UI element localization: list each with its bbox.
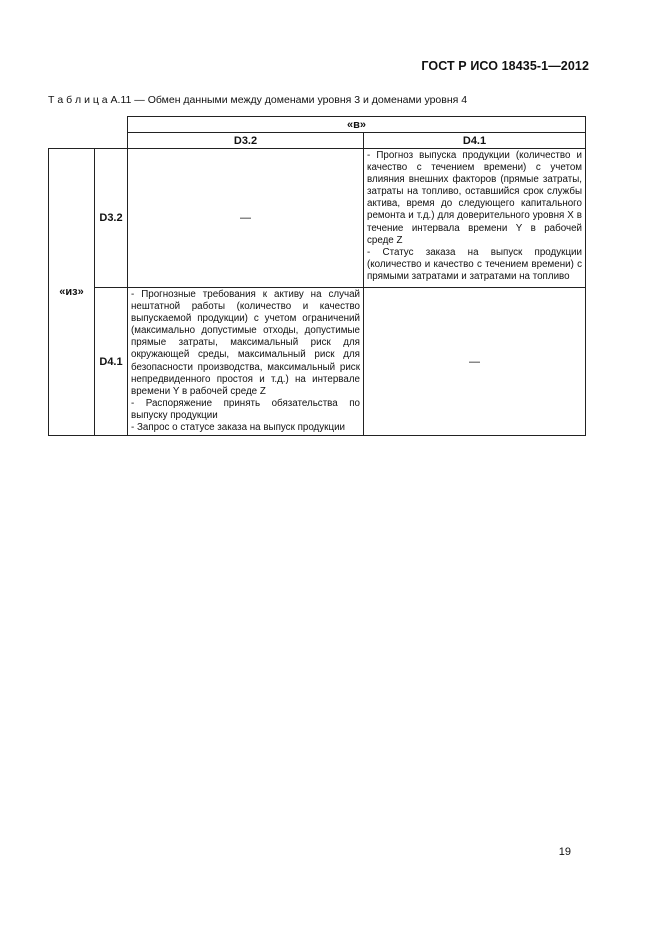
cell-line: - Прогноз выпуска продукции (количество и качество с течением времени) с учетом влияния внешних факторов (прямые затраты, затраты на топливо, оставшийся срок службы актива, время до следующего капитального ремонта и т.д.) для доверительного уровня X в течение интервала времени Y в рабочей среде Z	[367, 150, 582, 246]
cell-line: - Распоряжение принять обязательства по выпуску продукции	[131, 397, 360, 421]
cell-line: - Запрос о статусе заказа на выпуск продукции	[131, 422, 346, 434]
cell-d3-2-d4-1	[364, 149, 586, 288]
to-header: «в»	[128, 117, 586, 133]
table-caption	[48, 94, 467, 106]
table-corner	[49, 117, 128, 149]
column-header-d3-2: D3.2	[128, 133, 364, 149]
caption-prefix: Т а б л и ц а	[48, 94, 108, 106]
caption-text: А.11 — Обмен данными между доменами уровня 3 и доменами уровня 4	[110, 94, 468, 106]
document-code: ГОСТ Р ИСО 18435-1—2012	[421, 59, 589, 73]
cell-line: - Прогнозные требования к активу на случай нештатной работы (количество и качество выпускаемой продукции) с учетом ограничений (максимально допустимые отходы, допустимые прямые затраты, максимальный риск для окружающей среды, максимальный риск для безопасности производства, максимальный риск непредвиденного простоя и т.д.) на интервале времени Y в рабочей среде Z	[131, 289, 360, 397]
cell-d3-2-d3-2: —	[128, 149, 364, 288]
cell-d4-1-d3-2	[128, 288, 364, 436]
cell-d4-1-d4-1: —	[364, 288, 586, 436]
exchange-table	[48, 116, 586, 436]
from-header: «из»	[49, 149, 95, 436]
column-header-d4-1: D4.1	[364, 133, 586, 149]
page-number: 19	[558, 846, 571, 858]
row-header-d4-1: D4.1	[95, 288, 128, 436]
row-header-d3-2: D3.2	[95, 149, 128, 288]
cell-line: - Статус заказа на выпуск продукции (количество и качество с течением времени) с прямыми затратами и затратами на топливо	[367, 246, 582, 282]
